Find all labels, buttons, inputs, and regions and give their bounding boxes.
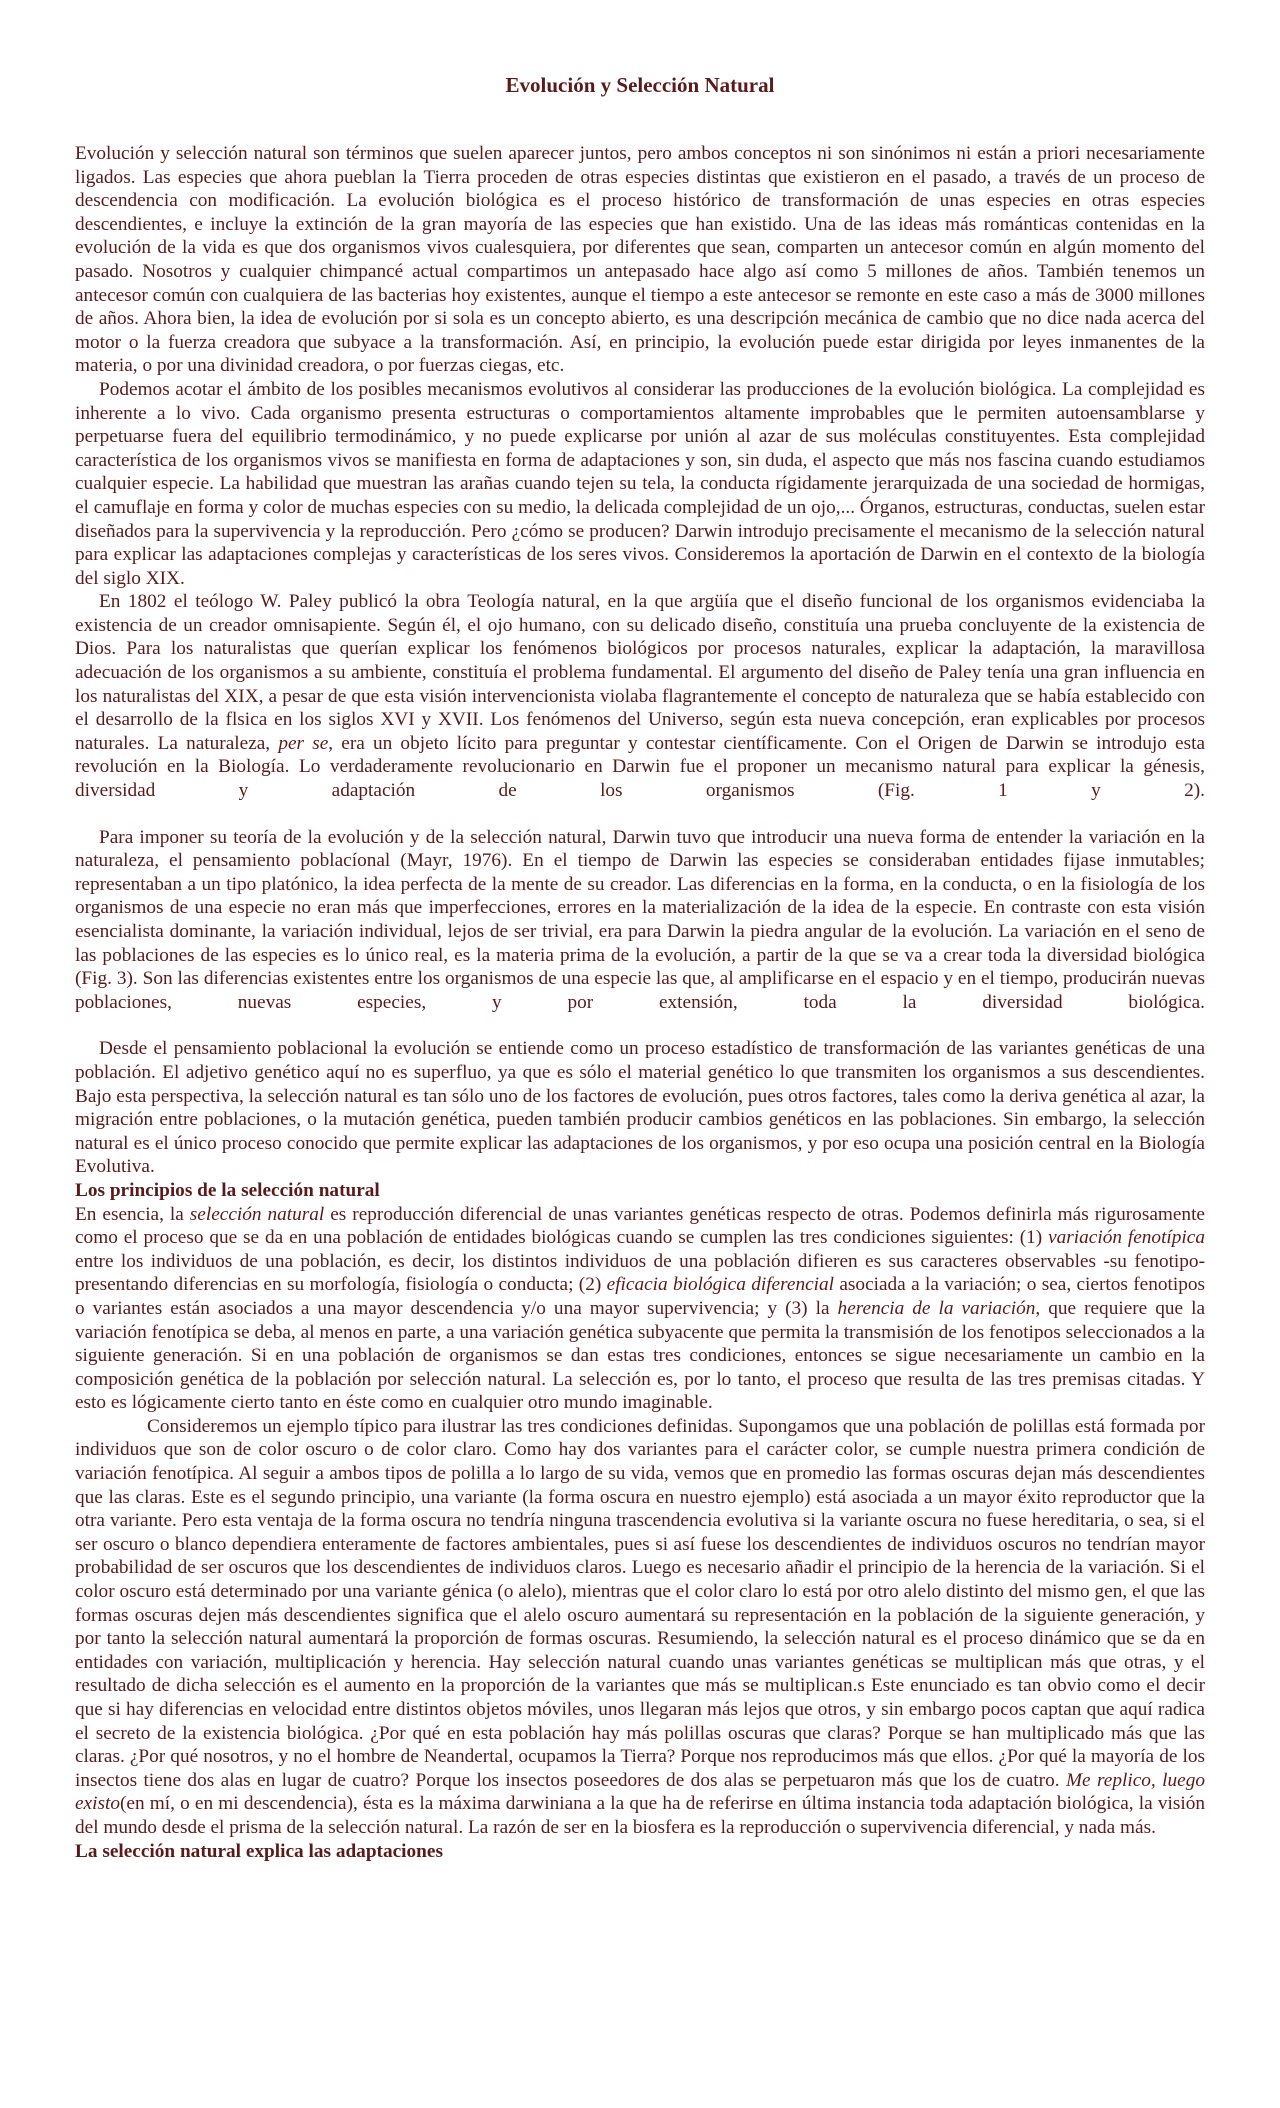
paragraph-complexity: Podemos acotar el ámbito de los posibles mecanismos evolutivos al considerar las producciones de la evolución biológica. La complejidad es inherente a lo vivo. Cada organismo presenta estructuras o comportamientos altamente improbables que le permiten autoensamblarse y perpetuarse fuera del equilibrio termodinámico, y no puede explicarse por unión al azar de sus moléculas constituyentes. Esta complejidad característica de los organismos vivos se manifiesta en forma de adaptaciones y son, sin duda, el aspecto que más nos fascina cuando estudiamos cualquier especie. La habilidad que muestran las arañas cuando tejen su tela, la conducta rígidamente jerarquizada de una sociedad de hormigas, el camuflaje en forma y color de muchas especies con su medio, la delicada complejidad de un ojo,... Órganos, estructuras, conductas, suelen estar diseñados para la supervivencia y la reproducción. Pero ¿cómo se producen? Darwin introdujo precisamente el mecanismo de la selección natural para explicar las adaptaciones complejas y características de los seres vivos. Consideremos la aportación de Darwin en el contexto de la biología del siglo XIX. <box>75 378 1205 589</box>
definition-italic-1: selección natural <box>189 1203 325 1225</box>
definition-text-3: entre los individuos de una población, es decir, los distintos individuos de una población difieren es sus caracteres observables -su fenotipo- presentando diferencias en su morfología, fisiología o conducta; (2) <box>75 1250 1205 1296</box>
paragraph-population-thinking: Para imponer su teoría de la evolución y de la selección natural, Darwin tuvo que introducir una nueva forma de entender la variación en la naturaleza, el pensamiento poblacíonal (Mayr, 1976). En el tiempo de Darwin las especies se consideraban entidades fijase inmutables; representaban a un tipo platónico, la idea perfecta de la mente de su creador. Las diferencias en la forma, en la conducta, o en la fisiología de los organismos de una especie no eran más que imperfecciones, errores en la materialización de la idea de la especie. En contraste con esta visión esencialista dominante, la variación individual, lejos de ser trivial, era para Darwin la piedra angular de la evolución. La variación en el seno de las poblaciones de las especies es lo único real, es la materia prima de la evolución, a partir de la que se va a crear toda la diversidad biológica (Fig. 3). Son las diferencias existentes entre los organismos de una especie las que, al amplificarse en el espacio y en el tiempo, producirán nuevas poblaciones, nuevas especies, y por extensión, toda la diversidad biológica. <box>75 826 1205 1013</box>
moth-text-2: (en mí, o en mi descendencia), ésta es la máxima darwiniana a la que ha de referirse en última instancia toda adaptación biológica, la visión del mundo desde el prisma de la selección natural. La razón de ser en la biosfera es la reproducción o supervivencia diferencial, y nada más. <box>75 1793 1205 1838</box>
definition-italic-4: herencia de la variación <box>837 1297 1036 1319</box>
definition-text-5: , que requiere que la variación fenotípica se deba, al menos en parte, a una variación genética subyacente que permita la transmisión de los fenotipos seleccionados a la siguiente generación. Si en una población de organismos se dan estas tres condiciones, entonces se sigue necesariamente un cambio en la composición genética de la población por selección natural. La selección es, por lo tanto, el proceso que resulta de las tres premisas citadas. Y esto es lógicamente cierto tanto en éste como en cualquier otro mundo imaginable. <box>75 1297 1205 1414</box>
paragraph-paley-text-a: En 1802 el teólogo W. Paley publicó la obra Teología natural, en la que argüía que el diseño funcional de los organismos evidenciaba la existencia de un creador omnisapiente. Según él, el ojo humano, con su delicado diseño, constituía una prueba concluyente de la existencia de Dios. Para los naturalistas que querían explicar los fenómenos biológicos por procesos naturales, explicar la adaptación, la maravillosa adecuación de los organismos a su ambiente, constituía el problema fundamental. El argumento del diseño de Paley tenía una gran influencia en los naturalistas del XIX, a pesar de que esta visión intervencionista violaba flagrantemente el concepto de naturaleza que se había establecido con el desarrollo de la flsica en los siglos XVI y XVII. Los fenómenos del Universo, según esta nueva concepción, eran explicables por procesos naturales. La naturaleza, <box>75 591 1205 754</box>
definition-text-1: En esencia, la <box>75 1203 190 1225</box>
moth-italic-1: Me replico, luego existo <box>75 1769 1205 1815</box>
definition-italic-2: variación fenotípica <box>1048 1227 1205 1249</box>
paragraph-intro: Evolución y selección natural son términos que suelen aparecer juntos, pero ambos conceptos ni son sinónimos ni están a priori necesariamente ligados. Las especies que ahora pueblan la Tierra proceden de otras especies distintas que existieron en el pasado, a través de un proceso de descendencia con modificación. La evolución biológica es el proceso histórico de transformación de unas especies en otras especies descendientes, e incluye la extinción de la gran mayoría de las especies que han existido. Una de las ideas más románticas contenidas en la evolución de la vida es que dos organismos vivos cualesquiera, por diferentes que sean, comparten un antecesor común en algún momento del pasado. Nosotros y cualquier chimpancé actual compartimos un antepasado hace algo así como 5 millones de años. También tenemos un antecesor común con cualquiera de las bacterias hoy existentes, aunque el tiempo a este antecesor se remonte en este caso a más de 3000 millones de años. Ahora bien, la idea de evolución por si sola es un concepto abierto, es una descripción mecánica de cambio que no dice nada acerca del motor o la fuerza creadora que subyace a la transformación. Así, en principio, la evolución puede estar dirigida por leyes inmanentes de la materia, o por una divinidad creadora, o por fuerzas ciegas, etc. <box>75 143 1205 377</box>
paragraph-paley-text-b: , era un objeto lícito para preguntar y contestar científicamente. Con el Origen de Darwin se introdujo esta revolución en la Biología. Lo verdaderamente revolucionario en Darwin fue el proponer un mecanismo natural para explicar la génesis, diversidad y adaptación de los organismos (Fig. 1 y 2). <box>75 732 1205 802</box>
definition-italic-3: eficacia biológica diferencial <box>606 1274 835 1296</box>
section-heading-principles: Los principios de la selección natural <box>75 1179 380 1201</box>
paragraph-paley <box>75 590 1205 802</box>
paragraph-definition <box>75 1203 1205 1415</box>
section-heading-adaptations: La selección natural explica las adaptaciones <box>75 1840 443 1862</box>
paragraph-statistical-process: Desde el pensamiento poblacional la evolución se entiende como un proceso estadístico de transformación de las variantes genéticas de una población. El adjetivo genético aquí no es superfluo, ya que es sólo el material genético lo que transmiten los organismos a sus descendientes. Bajo esta perspectiva, la selección natural es tan sólo uno de los factores de evolución, pues otros factores, tales como la deriva genética al azar, la migración entre poblaciones, o la mutación genética, pueden también producir cambios genéticos en las poblaciones. Sin embargo, la selección natural es el único proceso conocido que permite explicar las adaptaciones de los organismos, y por eso ocupa una posición central en la Biología Evolutiva. <box>75 1038 1205 1178</box>
document-page <box>75 72 1205 1863</box>
document-title: Evolución y Selección Natural <box>505 73 775 97</box>
paragraph-moth-example <box>75 1415 1205 1840</box>
paragraph-paley-italic: per se <box>278 732 329 754</box>
definition-text-2: es reproducción diferencial de unas variantes genéticas respecto de otras. Podemos definirla más rigurosamente como el proceso que se da en una población de entidades biológicas cuando se cumplen las tres condiciones siguientes: (1) <box>75 1203 1205 1249</box>
definition-text-4: asociada a la variación; o sea, ciertos fenotipos o variantes están asociados a una mayor descendencia y/o una mayor supervivencia; y (3) la <box>75 1274 1205 1319</box>
moth-text-1: Consideremos un ejemplo típico para ilustrar las tres condiciones definidas. Supongamos que una población de polillas está formada por individuos que son de color oscuro o de color claro. Como hay dos variantes para el carácter color, se cumple nuestra primera condición de variación fenotípica. Al seguir a ambos tipos de polilla a lo largo de su vida, vemos que en promedio las formas oscuras dejan más descendientes que las claras. Este es el segundo principio, una variante (la forma oscura en nuestro ejemplo) está asociada a un mayor éxito reproductor que la otra variante. Pero esta ventaja de la forma oscura no tendría ninguna trascendencia evolutiva si la variante oscura no fuese hereditaria, o sea, si el ser oscuro o blanco dependiera enteramente de factores ambientales, pues si así fuese los descendientes de individuos oscuros no tendrían mayor probabilidad de ser oscuros que los descendientes de individuos claros. Luego es necesario añadir el principio de la herencia de la variación. Si el color oscuro está determinado por una variante génica (o alelo), mientras que el color claro lo está por otro alelo distinto del mismo gen, el que las formas oscuras dejen más descendientes significa que el alelo oscuro aumentará su representación en la población de la siguiente generación, y por tanto la selección natural aumentará la proporción de formas oscuras. Resumiendo, la selección natural es el proceso dinámico que se da en entidades con variación, multiplicación y herencia. Hay selección natural cuando unas variantes genéticas se multiplican más que otras, y el resultado de dicha selección es el aumento en la proporción de la variantes que más se multiplican.s Este enunciado es tan obvio como el decir que si hay diferencias en velocidad entre distintos objetos móviles, unos llegaran más lejos que otros, y sin embargo pocos captan que aquí radica el secreto de la existencia biológica. ¿Por qué en esta población hay más polillas oscuras que claras? Porque se han multiplicado más que las claras. ¿Por qué nosotros, y no el hombre de Neandertal, ocupamos la Tierra? Porque nos reproducimos más que ellos. ¿Por qué la mayoría de los insectos tiene dos alas en lugar de cuatro? Porque los insectos poseedores de dos alas se perpetuaron más que los de cuatro. <box>75 1415 1205 1791</box>
